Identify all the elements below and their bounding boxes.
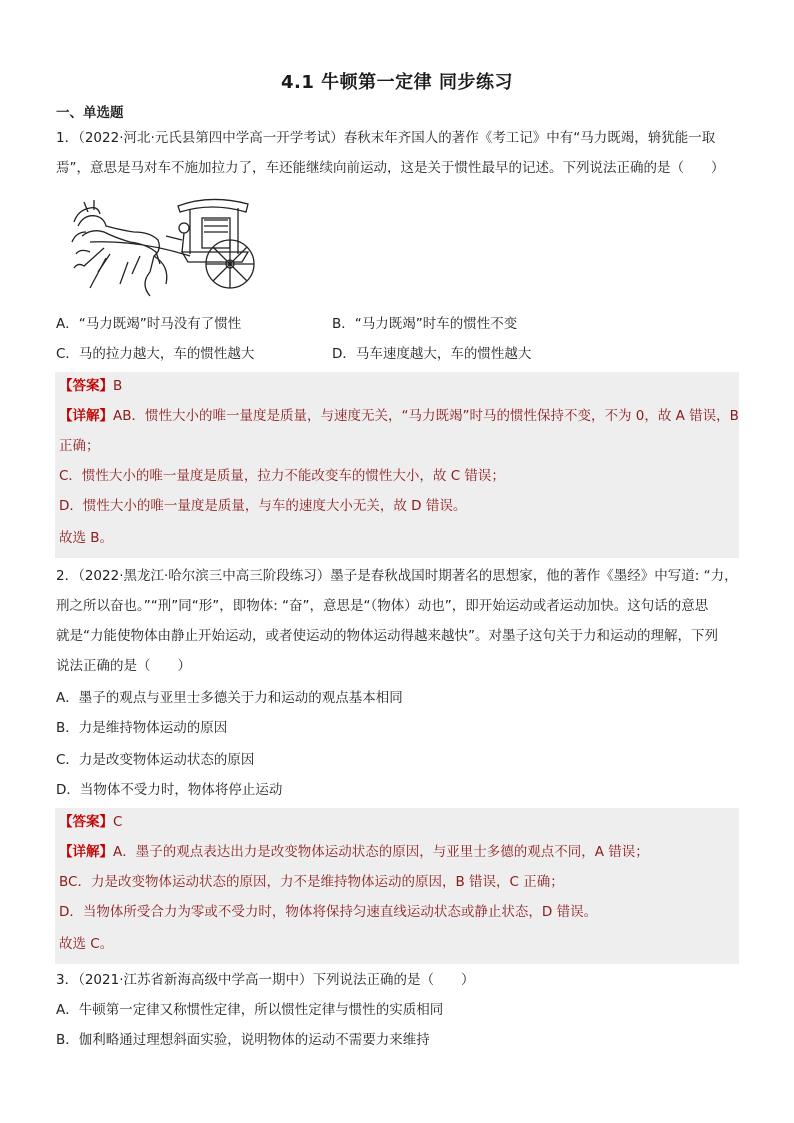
q2-stem-line4: 说法正确的是（ ）	[56, 658, 191, 674]
q2-answer-value: C	[113, 814, 123, 830]
answer-tag: 【答案】	[59, 378, 113, 394]
q2-conclusion: 故选 C。	[59, 936, 114, 952]
detail-tag: 【详解】	[59, 408, 113, 424]
q1-detail-line1	[59, 406, 739, 426]
q1-detail-line2: 正确；	[59, 438, 100, 454]
q2-stem-line2: 刑之所以奋也。”“刑”同“形”，即物体: “奋”，意思是“（物体）动也”，即开始运动或者运动加快。这句话的意思	[56, 598, 709, 614]
detail-tag: 【详解】	[59, 844, 113, 860]
q2-option-d: D．当物体不受力时，物体将停止运动	[56, 782, 283, 798]
q2-detail-line1	[59, 842, 649, 862]
q1-answer-box	[55, 372, 739, 558]
q2-option-b: B．力是维持物体运动的原因	[56, 720, 228, 736]
q3-stem-line1: 3．（2021·江苏省新海高级中学高一期中）下列说法正确的是（ ）	[56, 972, 475, 988]
q2-stem-line3: 就是“力能使物体由静止开始运动，或者使运动的物体运动得越来越快”。对墨子这句关于力和运动的理解，下列	[56, 628, 718, 644]
q2-option-a: A．墨子的观点与亚里士多德关于力和运动的观点基本相同	[56, 690, 403, 706]
q1-detail-text1: AB．惯性大小的唯一量度是质量，与速度无关，“马力既竭”时马的惯性保持不变，不为 0，故 A 错误，B	[113, 408, 739, 424]
q1-detail-line4: D．惯性大小的唯一量度是质量，与车的速度大小无关，故 D 错误。	[59, 498, 467, 514]
answer-tag: 【答案】	[59, 814, 113, 830]
q1-stem-line1: 1．（2022·河北·元氏县第四中学高一开学考试）春秋末年齐国人的著作《考工记》中有“马力既竭，辀犹能一取	[56, 130, 716, 146]
q3-option-b: B．伽利略通过理想斜面实验，说明物体的运动不需要力来维持	[56, 1032, 430, 1048]
q2-option-c: C．力是改变物体运动状态的原因	[56, 752, 255, 768]
horse-chariot-illustration	[70, 192, 262, 302]
q3-option-a: A．牛顿第一定律又称惯性定律，所以惯性定律与惯性的实质相同	[56, 1002, 444, 1018]
page-title: 4.1 牛顿第一定律 同步练习	[281, 72, 513, 93]
q2-detail-line2: BC．力是改变物体运动状态的原因，力不是维持物体运动的原因，B 错误，C 正确；	[59, 874, 564, 890]
q2-answer-box	[55, 808, 739, 964]
q1-option-c: C．马的拉力越大，车的惯性越大	[56, 346, 255, 362]
q2-stem-line1: 2．（2022·黑龙江·哈尔滨三中高三阶段练习）墨子是春秋战国时期著名的思想家，他的著作《墨经》中写道: “力，	[56, 568, 738, 584]
q2-answer-line	[59, 812, 122, 832]
q1-answer-value: B	[113, 378, 123, 394]
q1-option-d: D．马车速度越大，车的惯性越大	[332, 346, 532, 362]
q2-detail-text1: A．墨子的观点表达出力是改变物体运动状态的原因，与亚里士多德的观点不同，A 错误；	[113, 844, 649, 860]
q1-answer-line	[59, 376, 122, 396]
section-heading: 一、单选题	[56, 105, 124, 121]
q1-option-a: A．“马力既竭”时马没有了惯性	[56, 316, 242, 332]
q1-conclusion: 故选 B。	[59, 530, 114, 546]
q1-option-b: B．“马力既竭”时车的惯性不变	[332, 316, 518, 332]
q1-stem-line2: 焉”，意思是马对车不施加拉力了，车还能继续向前运动，这是关于惯性最早的记述。下列说法正确的是（ ）	[56, 160, 725, 176]
q1-detail-line3: C．惯性大小的唯一量度是质量，拉力不能改变车的惯性大小，故 C 错误；	[59, 468, 505, 484]
q2-detail-line3: D．当物体所受合力为零或不受力时，物体将保持匀速直线运动状态或静止状态，D 错误。	[59, 904, 598, 920]
